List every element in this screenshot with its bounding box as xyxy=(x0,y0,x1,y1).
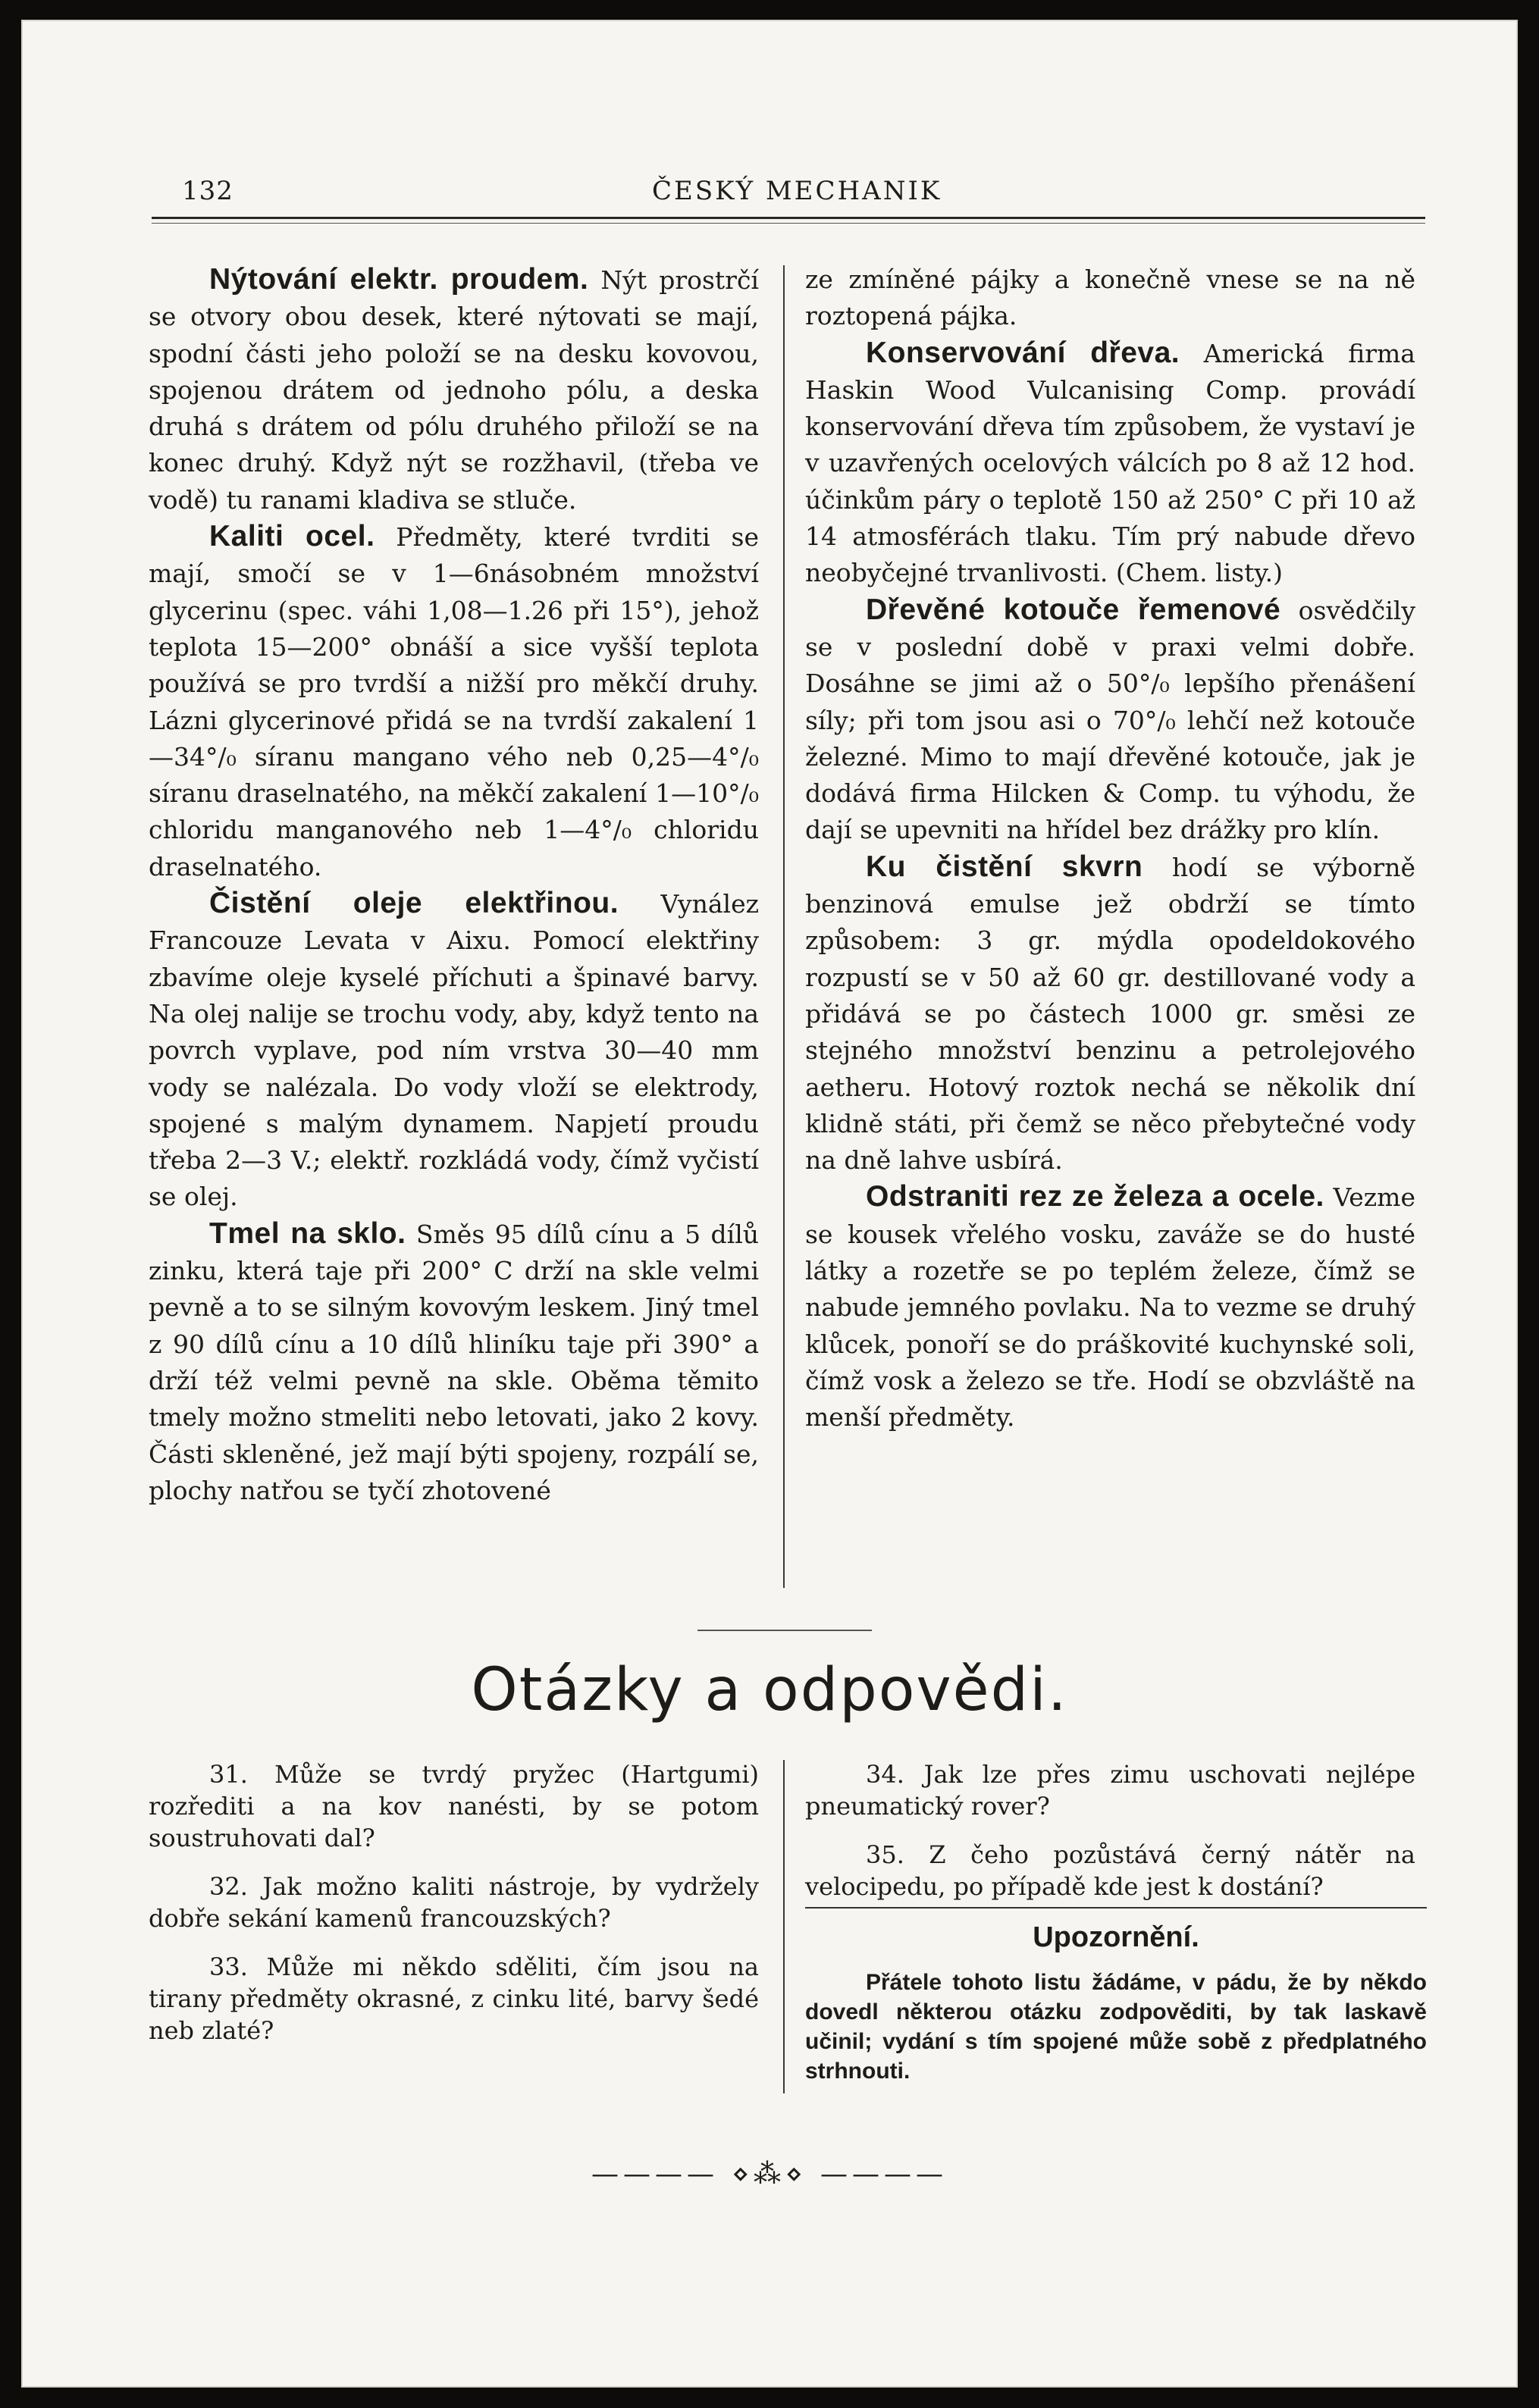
article-tmel-na-sklo xyxy=(149,1216,759,1509)
article-heading: Odstraniti rez ze železa a ocele. xyxy=(866,1180,1324,1213)
article-text: Nýt prostrčí se otvory obou desek, které nýtovati se mají, spodní části jeho položí se na desku kovovou, spojenou drátem od jednoho pólu, a deska druhá s drátem od pólu druhého přiloží se na konec druhý. Když nýt se rozžhavil, (třeba ve vodě) tu ranami kladiva se stluče. xyxy=(149,265,759,515)
questions-left xyxy=(149,1758,759,2063)
article-cisteni-skvrn xyxy=(805,849,1415,1179)
notice-text: Přátele tohoto listu žádáme, v pádu, že by někdo dovedl některou otázku zodpověditi, by tak laskavě učinil; vydání s tím spojené může sobě z předplatného strhnouti. xyxy=(805,1970,1427,2084)
article-text: Vynález Francouze Levata v Aixu. Pomocí elektřiny zbavíme oleje kyselé příchuti a špinavé barvy. Na olej nalije se trochu vody, aby, když tento na povrch vyplave, pod ním vrstva 30—40 mm vody se nalézala. Do vody vloží se elektrody, spojené s malým dynamem. Napjetí proudu třeba 2—3 V.; elektř. rozkládá vody, čímž vyčistí se olej. xyxy=(149,889,759,1212)
article-text: ze zmíněné pájky a konečně vnese se na ně roztopená pájka. xyxy=(805,265,1415,331)
scan-border-left xyxy=(0,0,23,2408)
article-kaliti-ocel xyxy=(149,518,759,885)
journal-title: ČESKÝ MECHANIK xyxy=(652,176,942,206)
article-heading: Dřevěné kotouče řemenové xyxy=(866,593,1281,626)
question-31: 31. Může se tvrdý pryžec (Hartgumi) rozřediti a na kov nanésti, by se potom soustruhovati dal? xyxy=(149,1760,759,1852)
article-text: Předměty, které tvrditi se mají, smočí se v 1—6násobném množství glycerinu (spec. váhi 1,08—1.26 při 15°), jehož teplota 15—200° obnáší a sice vyšší teplota používá se pro tvrdší a nižší pro měkčí druhy. Lázni glycerinové přidá se na tvrdší zakalení 1—34°/₀ síranu mangano vého neb 0,25—4°/₀ síranu draselnatého, na měkčí zakalení 1—10°/₀ chloridu manganového neb 1—4°/₀ chloridu draselnatého. xyxy=(149,522,759,881)
article-nytovani xyxy=(149,261,759,518)
scan-border-top xyxy=(0,0,1539,21)
scan-border-right xyxy=(1516,0,1539,2408)
article-heading: Čistění oleje elektřinou. xyxy=(209,887,619,920)
header-rule-thin xyxy=(152,223,1425,224)
article-text: osvědčily se v poslední době v praxi velmi dobře. Dosáhne se jimi až o 50°/₀ lepšího přenášení síly; při tom jsou asi o 70°/₀ lehčí než kotouče železné. Mimo to mají dřevěné kotouče, jak je dodává firma Hilcken & Comp. tu výhodu, že dají se upevniti na hřídel bez drážky pro klín. xyxy=(805,595,1415,845)
article-konservovani-dreva xyxy=(805,335,1415,592)
page-number: 132 xyxy=(182,176,234,206)
article-text: Americká firma Haskin Wood Vulcanising Comp. provádí konservování dřeva tím způsobem, že vystaví je v uzavřených ocelových válcích po 8 až 12 hod. účinkům páry o teplotě 150 až 250° C při 10 až 14 atmosférách tlaku. Tím prý nabude dřevo neobyčejné trvanlivosti. (Chem. listy.) xyxy=(805,338,1415,588)
qa-column-divider xyxy=(783,1760,785,2093)
notice-rule xyxy=(805,1907,1427,1909)
qa-section-title: Otázky a odpovědi. xyxy=(471,1656,1068,1724)
column-divider xyxy=(783,265,785,1588)
ornament-divider: ———— ⋄⁂⋄ ———— xyxy=(591,2159,948,2190)
questions-right xyxy=(805,1758,1415,1919)
left-column xyxy=(149,261,759,1509)
article-heading: Tmel na sklo. xyxy=(209,1217,406,1250)
article-odstraniti-rez xyxy=(805,1179,1415,1436)
right-column xyxy=(805,261,1415,1436)
article-heading: Konservování dřeva. xyxy=(866,336,1180,369)
article-heading: Nýtování elektr. proudem. xyxy=(209,263,589,296)
notice-title: Upozornění. xyxy=(1033,1921,1199,1953)
article-text: hodí se výborně benzinová emulse jež obdrží se tímto způsobem: 3 gr. mýdla opodeldokového rozpustí se v 50 až 60 gr. destillované vody a přidává se po částech 1000 gr. směsi ze stejného množství benzinu a petrolejového aetheru. Hotový roztok nechá se několik dní klidně státi, při čemž se něco přebytečné vody na dně lahve usbírá. xyxy=(805,852,1415,1176)
article-heading: Kaliti ocel. xyxy=(209,520,375,553)
question-33: 33. Může mi někdo sděliti, čím jsou na tirany předměty okrasné, z cinku lité, barvy šedé neb zlaté? xyxy=(149,1952,759,2045)
scan-border-bottom xyxy=(0,2386,1539,2408)
header-rule xyxy=(152,217,1425,219)
article-continuation xyxy=(805,261,1415,335)
article-text: Směs 95 dílů cínu a 5 dílů zinku, která taje při 200° C drží na skle velmi pevně a to se silným kovovým leskem. Jiný tmel z 90 dílů cínu a 10 dílů hliníku taje při 390° a drží též velmi pevně na skle. Oběma těmito tmely možno stmeliti nebo letovati, jako 2 kovy. Části skleněné, jež mají býti spojeny, rozpálí se, plochy natřou se tyčí zhotovené xyxy=(149,1219,759,1505)
question-32: 32. Jak možno kaliti nástroje, by vydržely dobře sekání kamenů francouzských? xyxy=(149,1872,759,1933)
article-text: Vezme se kousek vřelého vosku, zaváže se do husté látky a rozetře se po teplém železe, čímž se nabude jemného povlaku. Na to vezme se druhý klůcek, ponoří se do práškovité kuchynské soli, čímž vosk a železo se tře. Hodí se obzvláště na menší předměty. xyxy=(805,1182,1415,1433)
article-heading: Ku čistění skvrn xyxy=(866,850,1143,883)
section-separator xyxy=(697,1630,872,1631)
question-35: 35. Z čeho pozůstává černý nátěr na velocipedu, po případě kde jest k dostání? xyxy=(805,1840,1415,1901)
article-drevene-kotouce xyxy=(805,592,1415,849)
question-34: 34. Jak lze přes zimu uschovati nejlépe pneumatický rover? xyxy=(805,1760,1415,1821)
article-cisteni-oleje xyxy=(149,885,759,1216)
